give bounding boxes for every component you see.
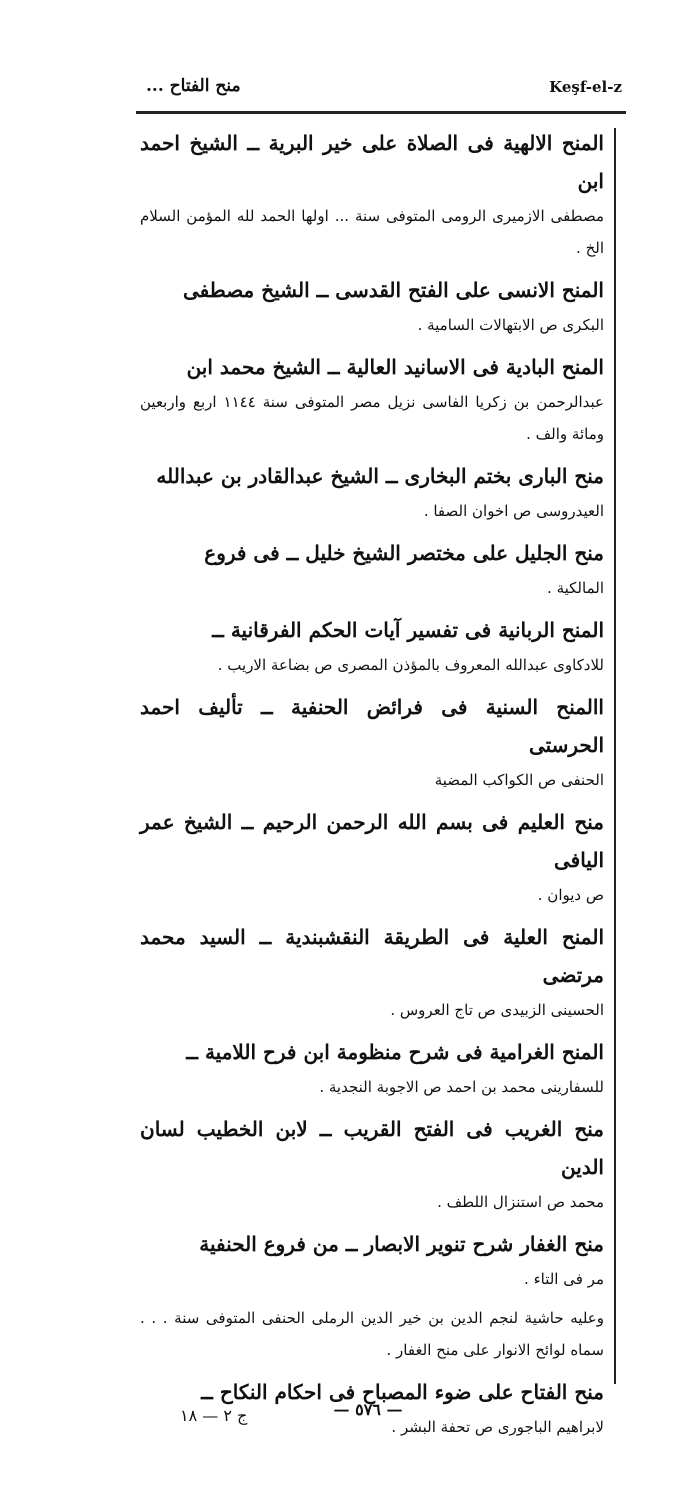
entry-title: منح العليم فى بسم الله الرحمن الرحيم ــ الشيخ عمر اليافى xyxy=(140,810,604,872)
entry-text: عبدالرحمن بن زكريا الفاسى نزيل مصر المتوفى سنة ١١٤٤ اربع واربعين ومائة والف . xyxy=(140,393,605,443)
entry-title: منح البارى بختم البخارى ــ الشيخ عبدالقادر بن عبدالله xyxy=(156,464,604,488)
page-header xyxy=(138,74,624,108)
entry-text: الحنفى ص الكواكب المضية xyxy=(434,771,604,789)
entry xyxy=(140,1033,604,1103)
entry xyxy=(140,124,604,264)
entry xyxy=(140,1225,604,1295)
entry xyxy=(140,611,604,681)
margin-rule xyxy=(614,128,616,1384)
entry-title: المنح العلية فى الطريقة النقشبندية ــ السيد محمد مرتضى xyxy=(140,925,604,987)
entry-note xyxy=(140,1302,604,1366)
entry-title: منح الفتاح على ضوء المصباح فى احكام النكاح ــ xyxy=(201,1380,604,1404)
signature-mark: ج ٢ — ١٨ xyxy=(180,1406,248,1425)
entry-title: المنح الربانية فى تفسير آيات الحكم الفرقانية ــ xyxy=(212,618,604,642)
entry-text: المالكية . xyxy=(547,579,604,597)
entry xyxy=(140,534,604,604)
entry-title: المنح الانسى على الفتح القدسى ــ الشيخ مصطفى xyxy=(183,278,604,302)
entry xyxy=(140,348,604,450)
header-running-title-latin: Keşf-el-z xyxy=(549,78,622,96)
entry-title: منح الغفار شرح تنوير الابصار ــ من فروع الحنفية xyxy=(199,1232,604,1256)
header-rule xyxy=(136,111,626,114)
entry-title: المنح الغرامية فى شرح منظومة ابن فرح اللامية ــ xyxy=(186,1040,604,1064)
entry-text: لابراهيم الباجورى ص تحفة البشر . xyxy=(391,1418,604,1436)
entry-text: وعليه حاشية لنجم الدين بن خير الدين الرملى الحنفى المتوفى سنة . . . سماه لوائح الانوار على منح الغفار . xyxy=(140,1309,604,1359)
entry xyxy=(140,918,604,1026)
entry xyxy=(140,271,604,341)
entry xyxy=(140,1110,604,1218)
entry-title: منح الجليل على مختصر الشيخ خليل ــ فى فروع xyxy=(204,541,604,565)
entry-text: للسفارينى محمد بن احمد ص الاجوبة النجدية . xyxy=(319,1078,604,1096)
entry-text: الحسينى الزبيدى ص تاج العروس . xyxy=(390,1001,604,1019)
entry-text: ص ديوان . xyxy=(537,886,604,904)
entry-title: المنح الالهية فى الصلاة على خير البرية ــ الشيخ احمد ابن xyxy=(140,131,604,193)
entry xyxy=(140,803,604,911)
entry-text: البكرى ص الابتهالات السامية . xyxy=(417,316,604,334)
entry-text: محمد ص استنزال اللطف . xyxy=(437,1193,604,1211)
entry xyxy=(140,457,604,527)
entry-text: العيدروسى ص اخوان الصفا . xyxy=(423,502,604,520)
entry-list xyxy=(140,124,604,1450)
header-running-title-arabic: منح الفتاح ... xyxy=(146,76,241,96)
page-number: — ٥٧٦ — xyxy=(333,1400,403,1419)
entry-title: منح الغريب فى الفتح القريب ــ لابن الخطيب لسان الدين xyxy=(140,1117,604,1179)
entry-title: المنح البادية فى الاسانيد العالية ــ الشيخ محمد ابن xyxy=(186,355,604,379)
entry-title: االمنح السنية فى فرائض الحنفية ــ تأليف احمد الحرستى xyxy=(140,695,604,757)
entry xyxy=(140,688,604,796)
entry-text: مر فى التاء . xyxy=(524,1270,604,1288)
entry-text: للادكاوى عبدالله المعروف بالمؤذن المصرى ص بضاعة الاريب . xyxy=(217,656,604,674)
entry-text: مصطفى الازميرى الرومى المتوفى سنة ... اولها الحمد لله المؤمن السلام الخ . xyxy=(140,207,604,257)
